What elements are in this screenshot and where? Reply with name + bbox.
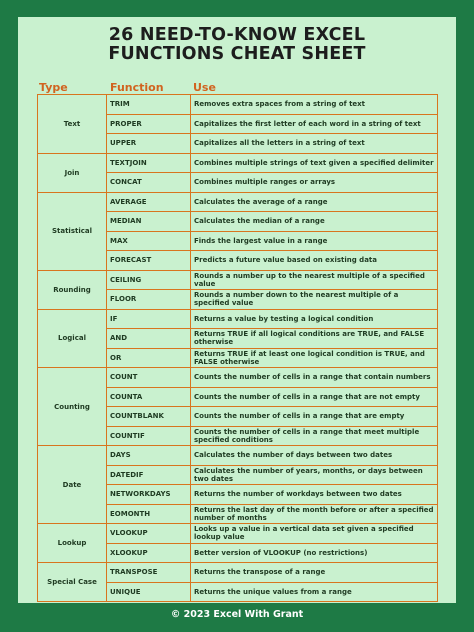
- function-use-cell: Returns the transpose of a range: [191, 563, 438, 583]
- function-name-cell: OR: [107, 348, 191, 368]
- function-use-cell: Returns TRUE if at least one logical condition is TRUE, and FALSE otherwise: [191, 348, 438, 368]
- function-use-cell: Returns the unique values from a range: [191, 582, 438, 602]
- column-header-use: Use: [193, 81, 216, 94]
- function-name-cell: COUNTIF: [107, 426, 191, 446]
- function-use-cell: Counts the number of cells in a range that contain numbers: [191, 368, 438, 388]
- column-header-type: Type: [39, 81, 68, 94]
- function-name-cell: VLOOKUP: [107, 524, 191, 544]
- function-use-cell: Finds the largest value in a range: [191, 231, 438, 251]
- function-use-cell: Calculates the number of years, months, or days between two dates: [191, 465, 438, 485]
- function-name-cell: PROPER: [107, 114, 191, 134]
- function-name-cell: TEXTJOIN: [107, 153, 191, 173]
- function-use-cell: Rounds a number down to the nearest multiple of a specified value: [191, 290, 438, 310]
- functions-table: [37, 94, 438, 602]
- type-cell: Counting: [38, 368, 107, 446]
- function-name-cell: UPPER: [107, 134, 191, 154]
- function-name-cell: FORECAST: [107, 251, 191, 271]
- function-name-cell: NETWORKDAYS: [107, 485, 191, 505]
- function-name-cell: MEDIAN: [107, 212, 191, 232]
- table-row: [38, 153, 438, 173]
- type-cell: Special Case: [38, 563, 107, 602]
- function-use-cell: Returns a value by testing a logical condition: [191, 309, 438, 329]
- function-name-cell: TRANSPOSE: [107, 563, 191, 583]
- function-use-cell: Calculates the median of a range: [191, 212, 438, 232]
- table-row: [38, 309, 438, 329]
- cheat-sheet: [18, 17, 456, 603]
- function-use-cell: Removes extra spaces from a string of text: [191, 95, 438, 115]
- function-name-cell: CEILING: [107, 270, 191, 290]
- table-row: [38, 524, 438, 544]
- function-name-cell: FLOOR: [107, 290, 191, 310]
- function-use-cell: Calculates the average of a range: [191, 192, 438, 212]
- function-use-cell: Capitalizes the first letter of each word in a string of text: [191, 114, 438, 134]
- type-cell: Statistical: [38, 192, 107, 270]
- function-use-cell: Counts the number of cells in a range that are empty: [191, 407, 438, 427]
- function-name-cell: AND: [107, 329, 191, 349]
- function-name-cell: COUNTA: [107, 387, 191, 407]
- table-row: [38, 563, 438, 583]
- function-name-cell: COUNTBLANK: [107, 407, 191, 427]
- function-name-cell: AVERAGE: [107, 192, 191, 212]
- copyright-footer: © 2023 Excel With Grant: [170, 609, 304, 620]
- page-title-line-1: 26 NEED-TO-KNOW EXCEL: [108, 25, 366, 45]
- type-cell: Logical: [38, 309, 107, 368]
- function-name-cell: XLOOKUP: [107, 543, 191, 563]
- function-name-cell: DATEDIF: [107, 465, 191, 485]
- function-name-cell: UNIQUE: [107, 582, 191, 602]
- function-use-cell: Returns TRUE if all logical conditions are TRUE, and FALSE otherwise: [191, 329, 438, 349]
- function-name-cell: COUNT: [107, 368, 191, 388]
- function-use-cell: Returns the number of workdays between two dates: [191, 485, 438, 505]
- type-cell: Rounding: [38, 270, 107, 309]
- function-use-cell: Calculates the number of days between two dates: [191, 446, 438, 466]
- function-name-cell: CONCAT: [107, 173, 191, 193]
- type-cell: Date: [38, 446, 107, 524]
- function-use-cell: Rounds a number up to the nearest multiple of a specified value: [191, 270, 438, 290]
- function-name-cell: IF: [107, 309, 191, 329]
- function-name-cell: EOMONTH: [107, 504, 191, 524]
- function-name-cell: TRIM: [107, 95, 191, 115]
- type-cell: Text: [38, 95, 107, 154]
- function-use-cell: Combines multiple strings of text given a specified delimiter: [191, 153, 438, 173]
- function-use-cell: Combines multiple ranges or arrays: [191, 173, 438, 193]
- function-use-cell: Predicts a future value based on existing data: [191, 251, 438, 271]
- table-row: [38, 270, 438, 290]
- function-use-cell: Capitalizes all the letters in a string of text: [191, 134, 438, 154]
- table-row: [38, 446, 438, 466]
- table-row: [38, 368, 438, 388]
- function-use-cell: Looks up a value in a vertical data set given a specified lookup value: [191, 524, 438, 544]
- function-use-cell: Counts the number of cells in a range that meet multiple specified conditions: [191, 426, 438, 446]
- function-name-cell: MAX: [107, 231, 191, 251]
- page-title-line-2: FUNCTIONS CHEAT SHEET: [108, 44, 366, 64]
- function-use-cell: Counts the number of cells in a range that are not empty: [191, 387, 438, 407]
- function-use-cell: Better version of VLOOKUP (no restrictions): [191, 543, 438, 563]
- type-cell: Join: [38, 153, 107, 192]
- table-row: [38, 192, 438, 212]
- function-use-cell: Returns the last day of the month before or after a specified number of months: [191, 504, 438, 524]
- table-row: [38, 95, 438, 115]
- type-cell: Lookup: [38, 524, 107, 563]
- column-header-function: Function: [110, 81, 164, 94]
- function-name-cell: DAYS: [107, 446, 191, 466]
